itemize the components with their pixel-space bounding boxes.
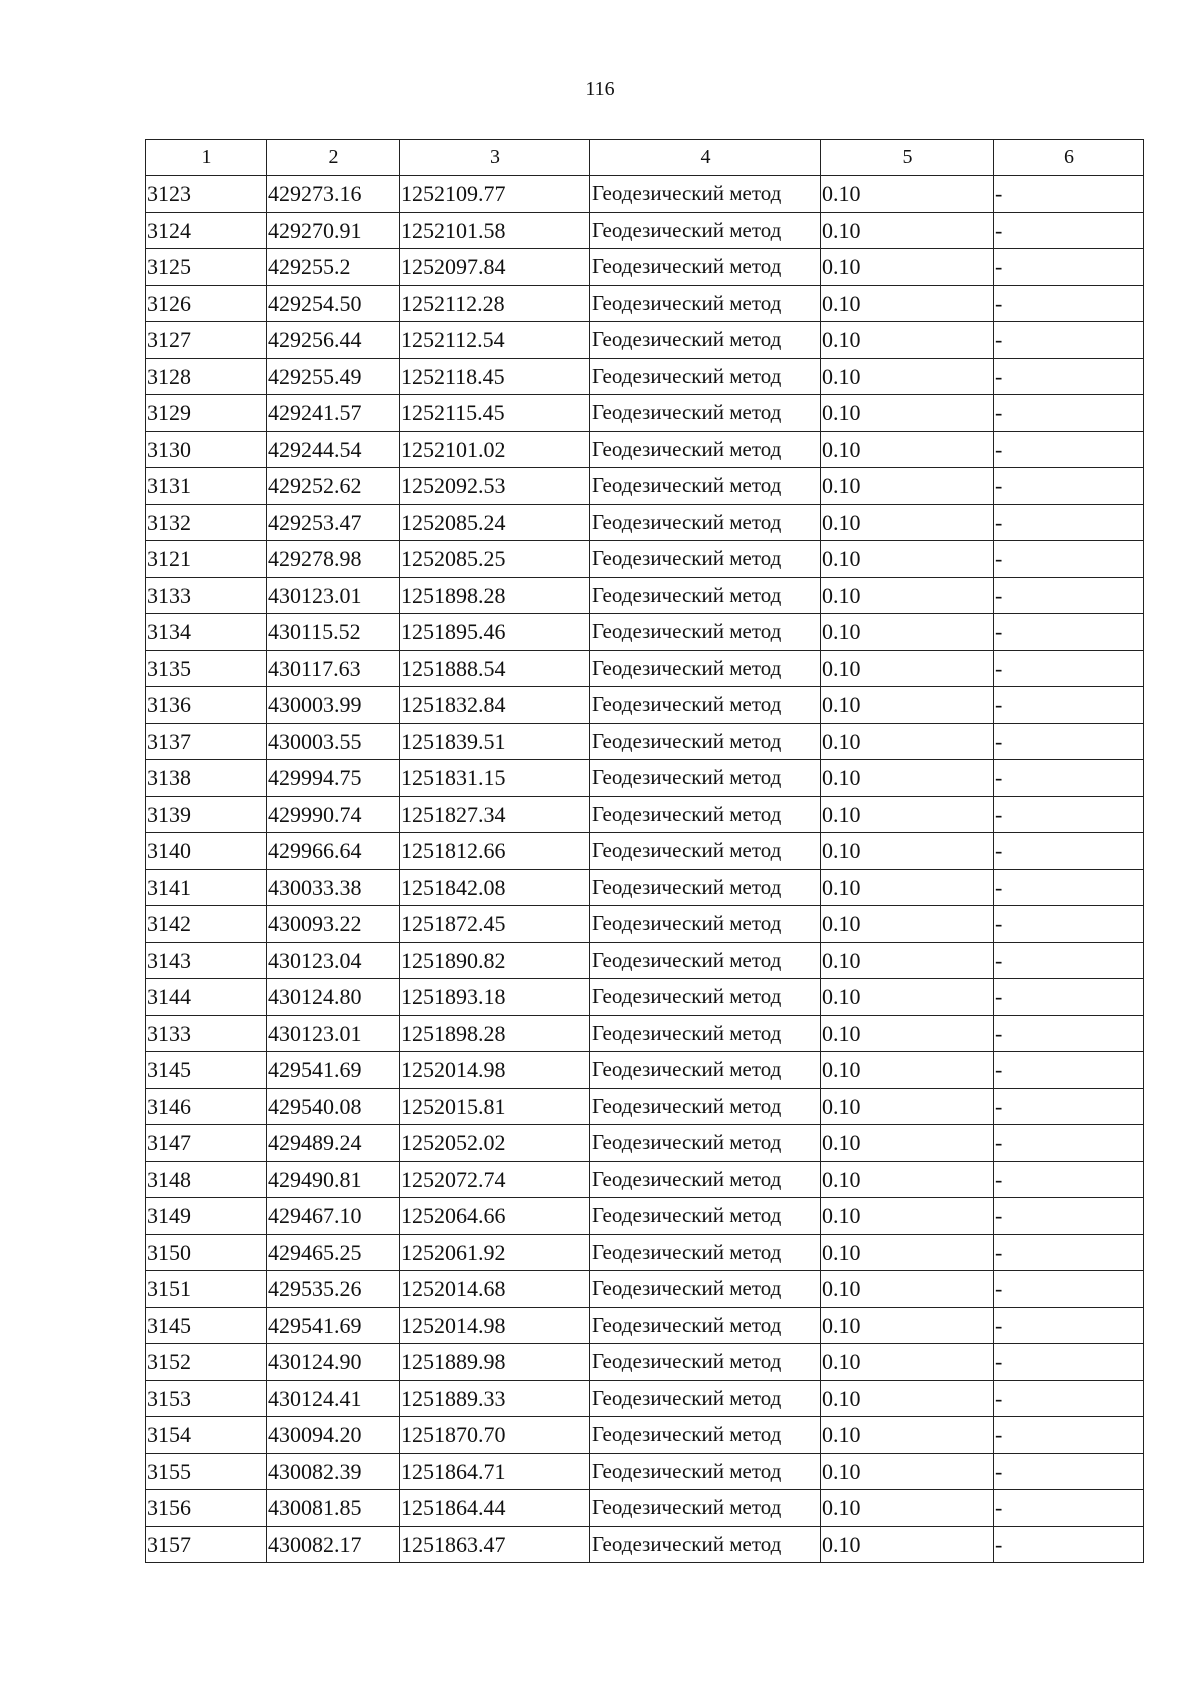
x-coordinate-cell: 429252.62 <box>267 468 400 505</box>
y-coordinate-cell: 1251831.15 <box>400 760 590 797</box>
note-cell: - <box>994 541 1144 578</box>
method-cell: Геодезический метод <box>590 906 821 943</box>
y-coordinate-cell: 1251870.70 <box>400 1417 590 1454</box>
point-number-cell: 3127 <box>146 322 267 359</box>
y-coordinate-cell: 1252118.45 <box>400 358 590 395</box>
x-coordinate-cell: 429278.98 <box>267 541 400 578</box>
x-coordinate-cell: 430124.90 <box>267 1344 400 1381</box>
x-coordinate-cell: 429990.74 <box>267 796 400 833</box>
table-row <box>146 1526 1144 1563</box>
x-coordinate-cell: 429994.75 <box>267 760 400 797</box>
point-number-cell: 3129 <box>146 395 267 432</box>
y-coordinate-cell: 1251812.66 <box>400 833 590 870</box>
table-row <box>146 285 1144 322</box>
method-cell: Геодезический метод <box>590 1526 821 1563</box>
table-row <box>146 1344 1144 1381</box>
table-row <box>146 723 1144 760</box>
accuracy-cell: 0.10 <box>821 322 994 359</box>
accuracy-cell: 0.10 <box>821 1380 994 1417</box>
x-coordinate-cell: 429966.64 <box>267 833 400 870</box>
note-cell: - <box>994 1161 1144 1198</box>
x-coordinate-cell: 429541.69 <box>267 1307 400 1344</box>
x-coordinate-cell: 430115.52 <box>267 614 400 651</box>
y-coordinate-cell: 1252112.54 <box>400 322 590 359</box>
note-cell: - <box>994 760 1144 797</box>
table-row <box>146 541 1144 578</box>
table-row <box>146 431 1144 468</box>
table-row <box>146 395 1144 432</box>
table-row <box>146 650 1144 687</box>
column-header: 2 <box>267 140 400 176</box>
y-coordinate-cell: 1252014.98 <box>400 1052 590 1089</box>
point-number-cell: 3150 <box>146 1234 267 1271</box>
point-number-cell: 3141 <box>146 869 267 906</box>
table-row <box>146 249 1144 286</box>
method-cell: Геодезический метод <box>590 760 821 797</box>
note-cell: - <box>994 833 1144 870</box>
x-coordinate-cell: 429540.08 <box>267 1088 400 1125</box>
accuracy-cell: 0.10 <box>821 650 994 687</box>
accuracy-cell: 0.10 <box>821 687 994 724</box>
point-number-cell: 3124 <box>146 212 267 249</box>
note-cell: - <box>994 650 1144 687</box>
table-row <box>146 577 1144 614</box>
x-coordinate-cell: 429467.10 <box>267 1198 400 1235</box>
y-coordinate-cell: 1252072.74 <box>400 1161 590 1198</box>
method-cell: Геодезический метод <box>590 358 821 395</box>
table-row <box>146 358 1144 395</box>
point-number-cell: 3135 <box>146 650 267 687</box>
accuracy-cell: 0.10 <box>821 468 994 505</box>
x-coordinate-cell: 429256.44 <box>267 322 400 359</box>
y-coordinate-cell: 1252014.98 <box>400 1307 590 1344</box>
y-coordinate-cell: 1251895.46 <box>400 614 590 651</box>
accuracy-cell: 0.10 <box>821 833 994 870</box>
y-coordinate-cell: 1251864.71 <box>400 1453 590 1490</box>
note-cell: - <box>994 322 1144 359</box>
note-cell: - <box>994 468 1144 505</box>
note-cell: - <box>994 504 1144 541</box>
accuracy-cell: 0.10 <box>821 942 994 979</box>
point-number-cell: 3145 <box>146 1052 267 1089</box>
column-header: 3 <box>400 140 590 176</box>
y-coordinate-cell: 1251890.82 <box>400 942 590 979</box>
y-coordinate-cell: 1252101.02 <box>400 431 590 468</box>
point-number-cell: 3132 <box>146 504 267 541</box>
table-row <box>146 1052 1144 1089</box>
y-coordinate-cell: 1252052.02 <box>400 1125 590 1162</box>
point-number-cell: 3145 <box>146 1307 267 1344</box>
y-coordinate-cell: 1251832.84 <box>400 687 590 724</box>
accuracy-cell: 0.10 <box>821 1271 994 1308</box>
coordinates-table <box>145 139 1144 1563</box>
x-coordinate-cell: 429489.24 <box>267 1125 400 1162</box>
note-cell: - <box>994 431 1144 468</box>
accuracy-cell: 0.10 <box>821 979 994 1016</box>
table-row <box>146 468 1144 505</box>
point-number-cell: 3131 <box>146 468 267 505</box>
table-row <box>146 176 1144 213</box>
x-coordinate-cell: 429541.69 <box>267 1052 400 1089</box>
method-cell: Геодезический метод <box>590 395 821 432</box>
accuracy-cell: 0.10 <box>821 1417 994 1454</box>
y-coordinate-cell: 1251893.18 <box>400 979 590 1016</box>
note-cell: - <box>994 1417 1144 1454</box>
method-cell: Геодезический метод <box>590 833 821 870</box>
method-cell: Геодезический метод <box>590 577 821 614</box>
method-cell: Геодезический метод <box>590 796 821 833</box>
x-coordinate-cell: 429535.26 <box>267 1271 400 1308</box>
point-number-cell: 3140 <box>146 833 267 870</box>
point-number-cell: 3147 <box>146 1125 267 1162</box>
x-coordinate-cell: 430124.80 <box>267 979 400 1016</box>
table-row <box>146 1015 1144 1052</box>
x-coordinate-cell: 429255.2 <box>267 249 400 286</box>
x-coordinate-cell: 430123.01 <box>267 1015 400 1052</box>
note-cell: - <box>994 1307 1144 1344</box>
accuracy-cell: 0.10 <box>821 796 994 833</box>
method-cell: Геодезический метод <box>590 614 821 651</box>
y-coordinate-cell: 1251888.54 <box>400 650 590 687</box>
method-cell: Геодезический метод <box>590 212 821 249</box>
table-row <box>146 1271 1144 1308</box>
point-number-cell: 3146 <box>146 1088 267 1125</box>
point-number-cell: 3133 <box>146 577 267 614</box>
table-row <box>146 322 1144 359</box>
accuracy-cell: 0.10 <box>821 1161 994 1198</box>
method-cell: Геодезический метод <box>590 723 821 760</box>
point-number-cell: 3148 <box>146 1161 267 1198</box>
method-cell: Геодезический метод <box>590 869 821 906</box>
table-row <box>146 942 1144 979</box>
accuracy-cell: 0.10 <box>821 285 994 322</box>
note-cell: - <box>994 285 1144 322</box>
note-cell: - <box>994 1234 1144 1271</box>
method-cell: Геодезический метод <box>590 1015 821 1052</box>
y-coordinate-cell: 1252085.24 <box>400 504 590 541</box>
table-body <box>146 176 1144 1563</box>
point-number-cell: 3151 <box>146 1271 267 1308</box>
note-cell: - <box>994 1125 1144 1162</box>
point-number-cell: 3153 <box>146 1380 267 1417</box>
method-cell: Геодезический метод <box>590 1052 821 1089</box>
point-number-cell: 3143 <box>146 942 267 979</box>
y-coordinate-cell: 1252064.66 <box>400 1198 590 1235</box>
point-number-cell: 3157 <box>146 1526 267 1563</box>
point-number-cell: 3136 <box>146 687 267 724</box>
method-cell: Геодезический метод <box>590 1380 821 1417</box>
method-cell: Геодезический метод <box>590 650 821 687</box>
note-cell: - <box>994 1052 1144 1089</box>
note-cell: - <box>994 869 1144 906</box>
table-row <box>146 1453 1144 1490</box>
method-cell: Геодезический метод <box>590 1344 821 1381</box>
accuracy-cell: 0.10 <box>821 1344 994 1381</box>
point-number-cell: 3152 <box>146 1344 267 1381</box>
accuracy-cell: 0.10 <box>821 1015 994 1052</box>
table-row <box>146 1417 1144 1454</box>
table-row <box>146 1380 1144 1417</box>
y-coordinate-cell: 1252112.28 <box>400 285 590 322</box>
column-header: 1 <box>146 140 267 176</box>
y-coordinate-cell: 1252101.58 <box>400 212 590 249</box>
accuracy-cell: 0.10 <box>821 723 994 760</box>
method-cell: Геодезический метод <box>590 1490 821 1527</box>
note-cell: - <box>994 212 1144 249</box>
method-cell: Геодезический метод <box>590 942 821 979</box>
page-number: 116 <box>585 78 615 100</box>
point-number-cell: 3142 <box>146 906 267 943</box>
note-cell: - <box>994 796 1144 833</box>
accuracy-cell: 0.10 <box>821 541 994 578</box>
y-coordinate-cell: 1251889.98 <box>400 1344 590 1381</box>
method-cell: Геодезический метод <box>590 322 821 359</box>
y-coordinate-cell: 1251827.34 <box>400 796 590 833</box>
y-coordinate-cell: 1251864.44 <box>400 1490 590 1527</box>
accuracy-cell: 0.10 <box>821 358 994 395</box>
y-coordinate-cell: 1251863.47 <box>400 1526 590 1563</box>
x-coordinate-cell: 429255.49 <box>267 358 400 395</box>
note-cell: - <box>994 687 1144 724</box>
x-coordinate-cell: 429270.91 <box>267 212 400 249</box>
table-row <box>146 1490 1144 1527</box>
note-cell: - <box>994 1344 1144 1381</box>
point-number-cell: 3144 <box>146 979 267 1016</box>
y-coordinate-cell: 1252085.25 <box>400 541 590 578</box>
y-coordinate-cell: 1252015.81 <box>400 1088 590 1125</box>
table-row <box>146 212 1144 249</box>
y-coordinate-cell: 1252014.68 <box>400 1271 590 1308</box>
note-cell: - <box>994 249 1144 286</box>
point-number-cell: 3154 <box>146 1417 267 1454</box>
accuracy-cell: 0.10 <box>821 614 994 651</box>
note-cell: - <box>994 1380 1144 1417</box>
note-cell: - <box>994 942 1144 979</box>
x-coordinate-cell: 429490.81 <box>267 1161 400 1198</box>
note-cell: - <box>994 176 1144 213</box>
note-cell: - <box>994 358 1144 395</box>
y-coordinate-cell: 1251898.28 <box>400 577 590 614</box>
accuracy-cell: 0.10 <box>821 1125 994 1162</box>
x-coordinate-cell: 430124.41 <box>267 1380 400 1417</box>
note-cell: - <box>994 1490 1144 1527</box>
method-cell: Геодезический метод <box>590 687 821 724</box>
x-coordinate-cell: 430117.63 <box>267 650 400 687</box>
note-cell: - <box>994 577 1144 614</box>
method-cell: Геодезический метод <box>590 1417 821 1454</box>
note-cell: - <box>994 395 1144 432</box>
point-number-cell: 3133 <box>146 1015 267 1052</box>
point-number-cell: 3138 <box>146 760 267 797</box>
x-coordinate-cell: 430003.99 <box>267 687 400 724</box>
table-row <box>146 1161 1144 1198</box>
method-cell: Геодезический метод <box>590 249 821 286</box>
accuracy-cell: 0.10 <box>821 1526 994 1563</box>
method-cell: Геодезический метод <box>590 176 821 213</box>
method-cell: Геодезический метод <box>590 1307 821 1344</box>
method-cell: Геодезический метод <box>590 431 821 468</box>
method-cell: Геодезический метод <box>590 1161 821 1198</box>
table-row <box>146 614 1144 651</box>
x-coordinate-cell: 429241.57 <box>267 395 400 432</box>
table-row <box>146 796 1144 833</box>
method-cell: Геодезический метод <box>590 541 821 578</box>
y-coordinate-cell: 1252061.92 <box>400 1234 590 1271</box>
table-row <box>146 760 1144 797</box>
y-coordinate-cell: 1251889.33 <box>400 1380 590 1417</box>
point-number-cell: 3128 <box>146 358 267 395</box>
accuracy-cell: 0.10 <box>821 1490 994 1527</box>
point-number-cell: 3134 <box>146 614 267 651</box>
note-cell: - <box>994 614 1144 651</box>
y-coordinate-cell: 1252092.53 <box>400 468 590 505</box>
accuracy-cell: 0.10 <box>821 504 994 541</box>
table-header-row <box>146 140 1144 176</box>
x-coordinate-cell: 430082.39 <box>267 1453 400 1490</box>
x-coordinate-cell: 430003.55 <box>267 723 400 760</box>
accuracy-cell: 0.10 <box>821 395 994 432</box>
table-row <box>146 504 1144 541</box>
method-cell: Геодезический метод <box>590 468 821 505</box>
accuracy-cell: 0.10 <box>821 869 994 906</box>
table-row <box>146 869 1144 906</box>
y-coordinate-cell: 1251842.08 <box>400 869 590 906</box>
point-number-cell: 3149 <box>146 1198 267 1235</box>
x-coordinate-cell: 429254.50 <box>267 285 400 322</box>
column-header: 5 <box>821 140 994 176</box>
x-coordinate-cell: 430123.01 <box>267 577 400 614</box>
accuracy-cell: 0.10 <box>821 1453 994 1490</box>
method-cell: Геодезический метод <box>590 979 821 1016</box>
table-row <box>146 979 1144 1016</box>
accuracy-cell: 0.10 <box>821 1088 994 1125</box>
accuracy-cell: 0.10 <box>821 1052 994 1089</box>
note-cell: - <box>994 1453 1144 1490</box>
table-row <box>146 1125 1144 1162</box>
point-number-cell: 3125 <box>146 249 267 286</box>
method-cell: Геодезический метод <box>590 1198 821 1235</box>
note-cell: - <box>994 1271 1144 1308</box>
point-number-cell: 3156 <box>146 1490 267 1527</box>
accuracy-cell: 0.10 <box>821 906 994 943</box>
method-cell: Геодезический метод <box>590 1234 821 1271</box>
table-row <box>146 906 1144 943</box>
table-row <box>146 1198 1144 1235</box>
point-number-cell: 3121 <box>146 541 267 578</box>
accuracy-cell: 0.10 <box>821 760 994 797</box>
method-cell: Геодезический метод <box>590 285 821 322</box>
x-coordinate-cell: 429253.47 <box>267 504 400 541</box>
accuracy-cell: 0.10 <box>821 1198 994 1235</box>
method-cell: Геодезический метод <box>590 1453 821 1490</box>
note-cell: - <box>994 1088 1144 1125</box>
note-cell: - <box>994 723 1144 760</box>
x-coordinate-cell: 430081.85 <box>267 1490 400 1527</box>
method-cell: Геодезический метод <box>590 504 821 541</box>
point-number-cell: 3123 <box>146 176 267 213</box>
point-number-cell: 3126 <box>146 285 267 322</box>
y-coordinate-cell: 1251898.28 <box>400 1015 590 1052</box>
point-number-cell: 3137 <box>146 723 267 760</box>
column-header: 6 <box>994 140 1144 176</box>
x-coordinate-cell: 430123.04 <box>267 942 400 979</box>
table-row <box>146 1234 1144 1271</box>
accuracy-cell: 0.10 <box>821 176 994 213</box>
x-coordinate-cell: 429244.54 <box>267 431 400 468</box>
x-coordinate-cell: 430033.38 <box>267 869 400 906</box>
accuracy-cell: 0.10 <box>821 249 994 286</box>
method-cell: Геодезический метод <box>590 1125 821 1162</box>
y-coordinate-cell: 1252109.77 <box>400 176 590 213</box>
table-row <box>146 833 1144 870</box>
accuracy-cell: 0.10 <box>821 431 994 468</box>
point-number-cell: 3139 <box>146 796 267 833</box>
note-cell: - <box>994 1526 1144 1563</box>
method-cell: Геодезический метод <box>590 1088 821 1125</box>
x-coordinate-cell: 429465.25 <box>267 1234 400 1271</box>
note-cell: - <box>994 906 1144 943</box>
accuracy-cell: 0.10 <box>821 212 994 249</box>
y-coordinate-cell: 1251872.45 <box>400 906 590 943</box>
y-coordinate-cell: 1251839.51 <box>400 723 590 760</box>
table-row <box>146 687 1144 724</box>
point-number-cell: 3130 <box>146 431 267 468</box>
y-coordinate-cell: 1252115.45 <box>400 395 590 432</box>
x-coordinate-cell: 429273.16 <box>267 176 400 213</box>
x-coordinate-cell: 430082.17 <box>267 1526 400 1563</box>
x-coordinate-cell: 430094.20 <box>267 1417 400 1454</box>
note-cell: - <box>994 1198 1144 1235</box>
table-row <box>146 1088 1144 1125</box>
table-row <box>146 1307 1144 1344</box>
note-cell: - <box>994 979 1144 1016</box>
y-coordinate-cell: 1252097.84 <box>400 249 590 286</box>
column-header: 4 <box>590 140 821 176</box>
note-cell: - <box>994 1015 1144 1052</box>
x-coordinate-cell: 430093.22 <box>267 906 400 943</box>
accuracy-cell: 0.10 <box>821 577 994 614</box>
accuracy-cell: 0.10 <box>821 1234 994 1271</box>
accuracy-cell: 0.10 <box>821 1307 994 1344</box>
point-number-cell: 3155 <box>146 1453 267 1490</box>
method-cell: Геодезический метод <box>590 1271 821 1308</box>
